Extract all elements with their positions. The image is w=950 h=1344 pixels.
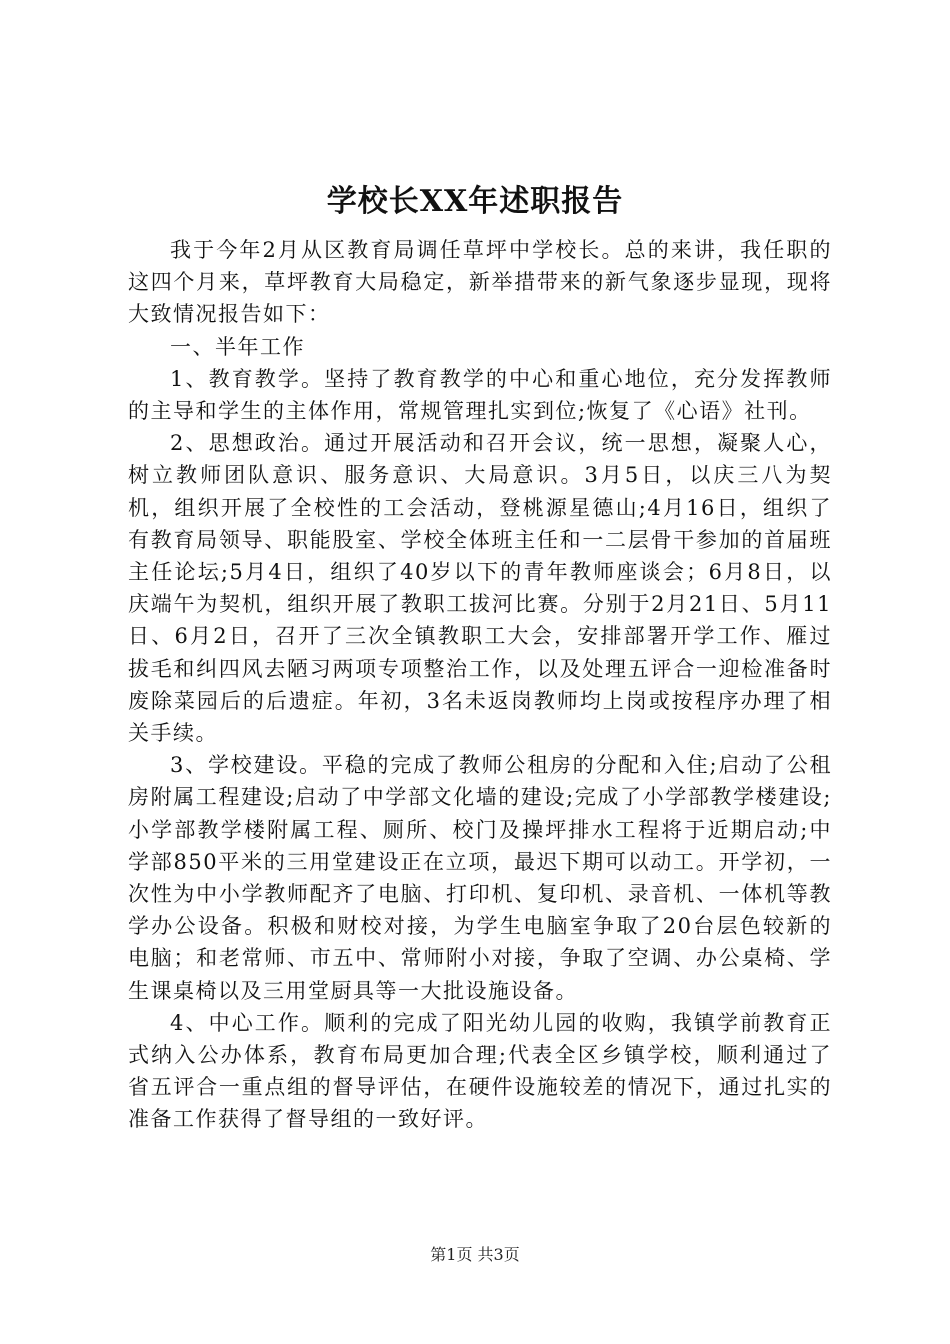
paragraph-central-work: 4、中心工作。顺利的完成了阳光幼儿园的收购，我镇学前教育正式纳入公办体系，教育布局更加合理;代表全区乡镇学校，顺利通过了省五评合一重点组的督导评估，在硬件设施较差的情况下，通过扎实的准备工作获得了督导组的一致好评。 [128,1010,832,1132]
document-body [128,234,832,1136]
intro-paragraph: 我于今年2月从区教育局调任草坪中学校长。总的来讲，我任职的这四个月来，草坪教育大局稳定，新举措带来的新气象逐步显现，现将大致情况报告如下： [128,238,832,327]
section-heading: 一、半年工作 [170,334,305,359]
paragraph-politics: 2、思想政治。通过开展活动和召开会议，统一思想，凝聚人心，树立教师团队意识、服务意识、大局意识。3月5日，以庆三八为契机，组织开展了全校性的工会活动，登桃源星德山;4月16日，组织了有教育局领导、职能股室、学校全体班主任和一二层骨干参加的首届班主任论坛;5月4日，组织了40岁以下的青年教师座谈会；6月8日，以庆端午为契机，组织开展了教职工拔河比赛。分别于2月21日、5月11日、6月2日，召开了三次全镇教职工大会，安排部署开学工作、雁过拔毛和纠四风去陋习两项专项整治工作，以及处理五评合一迎检准备时废除菜园后的后遗症。年初，3名未返岗教师均上岗或按程序办理了相关手续。 [128,431,832,746]
document-title: 学校长XX年述职报告 [326,184,624,219]
paragraph-education: 1、教育教学。坚持了教育教学的中心和重心地位，充分发挥教师的主导和学生的主体作用，常规管理扎实到位;恢复了《心语》社刊。 [128,366,832,424]
paragraph-construction: 3、学校建设。平稳的完成了教师公租房的分配和入住;启动了公租房附属工程建设;启动了中学部文化墙的建设;完成了小学部教学楼建设;小学部教学楼附属工程、厕所、校门及操坪排水工程将于近期启动;中学部850平米的三用堂建设正在立项，最迟下期可以动工。开学初，一次性为中小学教师配齐了电脑、打印机、复印机、录音机、一体机等教学办公设备。积极和财校对接，为学生电脑室争取了20台层色较新的电脑；和老常师、市五中、常师附小对接，争取了空调、办公桌椅、学生课桌椅以及三用堂厨具等一大批设施设备。 [128,753,832,1003]
page-footer: 第1页 共3页 [430,1245,520,1264]
